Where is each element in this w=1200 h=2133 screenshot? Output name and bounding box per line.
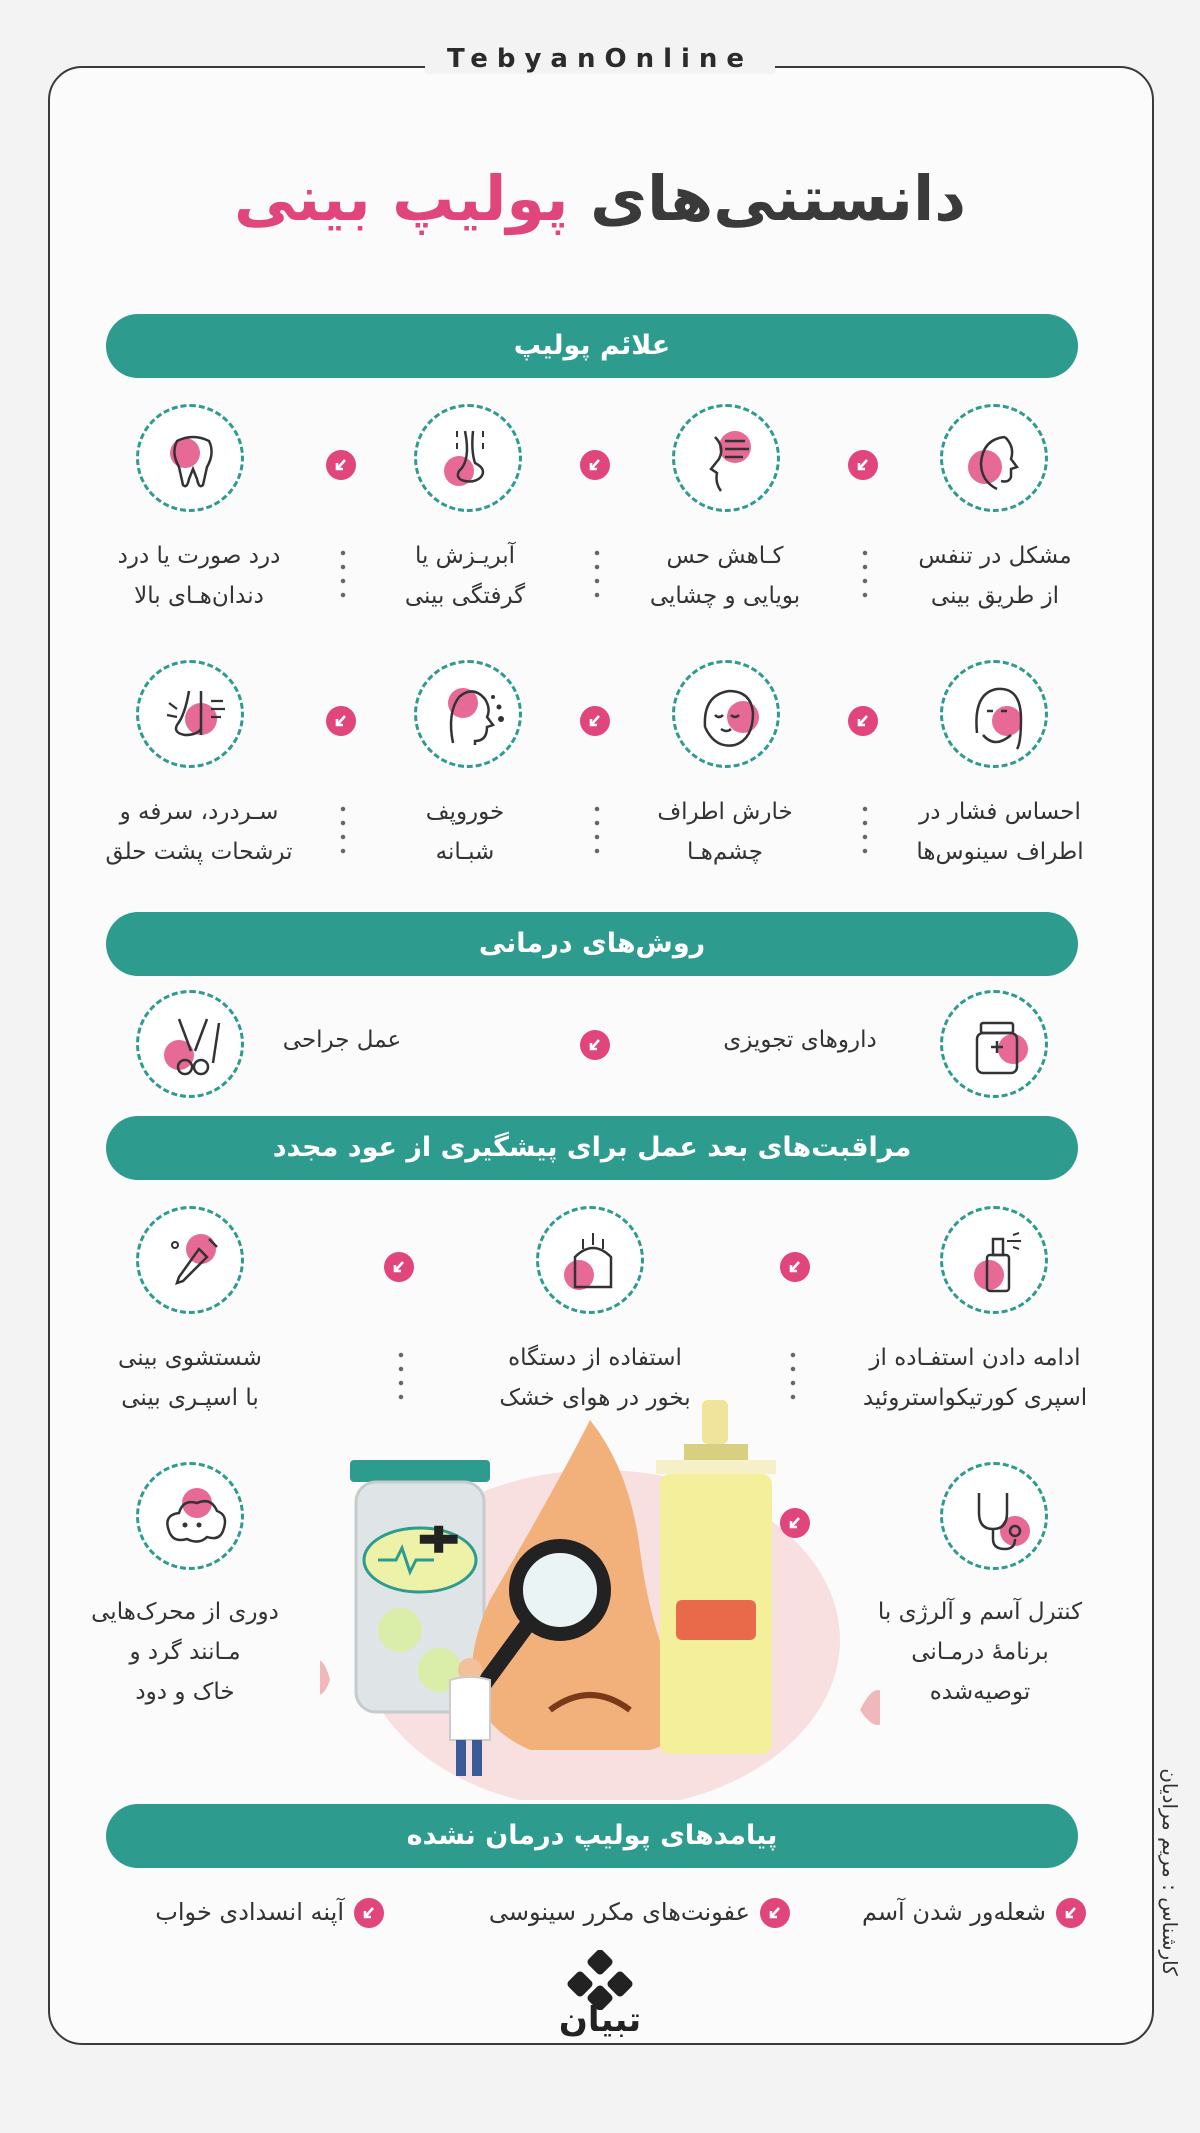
treatments-banner: روش‌های درمانی bbox=[106, 912, 1078, 976]
symptom-label-smell: کـاهش حس بویایی و چشایی bbox=[649, 543, 801, 609]
arrow-icon bbox=[760, 1898, 790, 1928]
care-banner: مراقبت‌های بعد عمل برای پیشگیری از عود مجدد bbox=[106, 1116, 1078, 1180]
medicine-bottle-icon bbox=[940, 990, 1048, 1098]
nose-icon bbox=[414, 404, 522, 512]
brand-header bbox=[0, 44, 1200, 74]
title-part-1: دانستنی‌های bbox=[590, 162, 967, 235]
nose-illustration bbox=[320, 1380, 880, 1800]
headache-icon bbox=[136, 660, 244, 768]
care-label-spray: ادامه دادن استفـاده از اسپری کورتیکواستروئید bbox=[862, 1345, 1088, 1411]
divider-dots bbox=[862, 546, 868, 602]
surgery-tools-icon bbox=[136, 990, 244, 1098]
symptom-label-sinus: احساس فشار در اطراف سینوس‌ها bbox=[916, 799, 1084, 865]
care-label-irritants: دوری از محرک‌هایی مـانند گرد و خاک و دود bbox=[91, 1599, 279, 1705]
author-credit bbox=[1150, 1710, 1190, 2040]
consequence-sinus-infection: عفونت‌های مکرر سینوسی bbox=[488, 1898, 750, 1926]
tooth-icon bbox=[136, 404, 244, 512]
symptom-label-itchy-eyes: خارش اطراف چشم‌هـا bbox=[657, 799, 793, 865]
symptom-label-runny-nose: آبریـزش یا گرفتگی بینی bbox=[404, 543, 526, 609]
stethoscope-icon bbox=[940, 1462, 1048, 1570]
page-title bbox=[120, 162, 1080, 235]
brand-name: TebyanOnline bbox=[425, 44, 775, 74]
face-breathing-icon bbox=[940, 404, 1048, 512]
consequence-sleep-apnea: آپنه انسدادی خواب bbox=[155, 1898, 344, 1926]
divider-dots bbox=[340, 802, 346, 858]
divider-dots bbox=[594, 802, 600, 858]
divider-dots bbox=[340, 546, 346, 602]
divider-dots bbox=[594, 546, 600, 602]
care-label-wash: شستشوی بینی با اسپـری بینی bbox=[118, 1345, 262, 1411]
arrow-icon bbox=[848, 450, 878, 480]
care-label-asthma: کنترل آسم و آلرژی با برنامهٔ درمـانی توصیه‌شده bbox=[877, 1599, 1083, 1705]
arrow-icon bbox=[1056, 1898, 1086, 1928]
arrow-icon bbox=[580, 450, 610, 480]
treatment-label-medicine: داروهای تجویزی bbox=[723, 1027, 877, 1053]
symptom-label-toothache: درد صورت یا درد دندان‌هـای بالا bbox=[117, 543, 281, 609]
symptoms-banner: علائم پولیپ bbox=[106, 314, 1078, 378]
smell-icon bbox=[672, 404, 780, 512]
consequences-banner: پیامدهای پولیپ درمان نشده bbox=[106, 1804, 1078, 1868]
arrow-icon bbox=[780, 1508, 810, 1538]
arrow-icon bbox=[580, 1030, 610, 1060]
dropper-icon bbox=[136, 1206, 244, 1314]
logo-text: تبیان bbox=[558, 2000, 642, 2040]
arrow-icon bbox=[848, 706, 878, 736]
divider-dots bbox=[862, 802, 868, 858]
arrow-icon bbox=[384, 1252, 414, 1282]
arrow-icon bbox=[326, 450, 356, 480]
symptom-label-breathing: مشکل در تنفس از طریق بینی bbox=[918, 543, 1072, 609]
nasal-spray-icon bbox=[940, 1206, 1048, 1314]
treatment-label-surgery: عمل جراحی bbox=[282, 1027, 402, 1053]
arrow-icon bbox=[326, 706, 356, 736]
arrow-icon bbox=[580, 706, 610, 736]
snoring-icon bbox=[414, 660, 522, 768]
symptom-label-headache: سـردرد، سرفه و ترشحات پشت حلق bbox=[105, 799, 293, 865]
sinus-pressure-icon bbox=[940, 660, 1048, 768]
itchy-eyes-icon bbox=[672, 660, 780, 768]
care-label-humidifier: استفاده از دستگاه بخور در هوای خشک bbox=[499, 1345, 691, 1411]
dust-icon bbox=[136, 1462, 244, 1570]
humidifier-icon bbox=[536, 1206, 644, 1314]
title-part-2: پولیپ بینی bbox=[233, 162, 569, 235]
symptom-label-snoring: خوروپف شبـانه bbox=[425, 799, 505, 865]
arrow-icon bbox=[354, 1898, 384, 1928]
author-credit-text: کارشناس : مریم مرادیان bbox=[1158, 1768, 1182, 1976]
consequence-asthma: شعله‌ور شدن آسم bbox=[861, 1898, 1046, 1926]
arrow-icon bbox=[780, 1252, 810, 1282]
